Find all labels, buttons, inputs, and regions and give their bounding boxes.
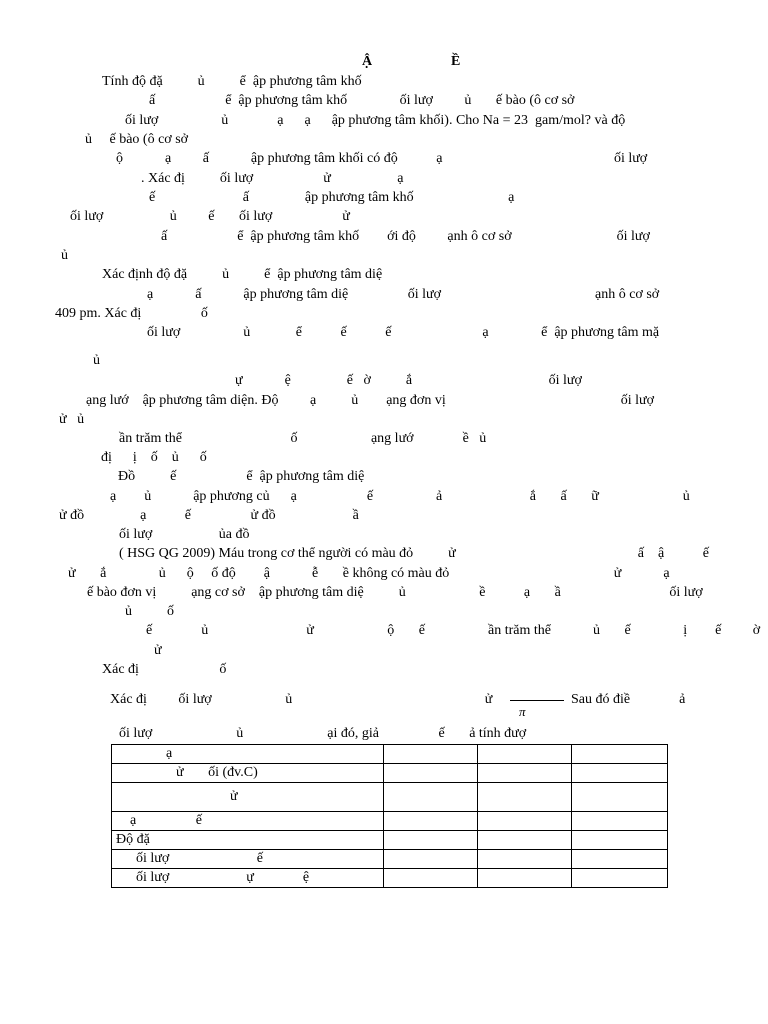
text-line: ủ ế bào (ô cơ sở — [85, 132, 189, 147]
text-line: Xác đị ối lượ ủ ử — [110, 692, 493, 707]
table-cell: ạ ế — [112, 812, 384, 831]
table-cell — [478, 850, 572, 869]
text-line: Xác đị ố — [102, 662, 227, 677]
text-line: Đồ ế ể ập phương tâm diệ — [118, 469, 365, 484]
table-cell — [384, 764, 478, 783]
table-row — [112, 850, 668, 869]
table-cell — [572, 783, 668, 812]
table-cell — [572, 850, 668, 869]
table-cell — [478, 745, 572, 764]
table-row — [112, 831, 668, 850]
table-cell — [384, 831, 478, 850]
fraction-bar — [510, 700, 564, 701]
table-cell — [478, 812, 572, 831]
text-line: đị ị ố ủ ố — [101, 450, 207, 465]
table-cell — [572, 812, 668, 831]
table-cell — [572, 745, 668, 764]
table-cell: ối lượ ự ệ — [112, 869, 384, 888]
table-cell — [572, 764, 668, 783]
table-row — [112, 783, 668, 812]
text-line: ần trăm thể ố ạng lướ ề ủ — [119, 431, 487, 446]
text-line: ạng lướ ập phương tâm diện. Độ ạ ủ ạng đơn vị ối lượ — [86, 393, 654, 408]
text-line: ( HSG QG 2009) Máu trong cơ thể người có màu đỏ ử ấ ậ ế — [119, 546, 709, 561]
text-line: ử ủ — [59, 412, 85, 427]
title-right: Ề — [451, 54, 461, 69]
data-table — [111, 744, 668, 888]
text-line: Xác định độ đặ ủ ể ập phương tâm diệ — [102, 267, 383, 282]
table-cell: Độ đặ — [112, 831, 384, 850]
table-cell: ử — [112, 783, 384, 812]
table-cell — [478, 831, 572, 850]
text-line: ối lượ ủa đồ — [119, 527, 250, 542]
table-row — [112, 812, 668, 831]
table-cell — [384, 745, 478, 764]
text-line: ủ — [93, 353, 100, 368]
table-cell — [384, 869, 478, 888]
text-line: ử — [154, 643, 162, 658]
table-cell — [572, 831, 668, 850]
text-line: Tính độ đặ ủ ể ập phương tâm khố — [102, 74, 362, 89]
table-cell — [478, 783, 572, 812]
text-line: ộ ạ ấ ập phương tâm khối có độ ạ ối lượ — [116, 151, 648, 166]
text-line: ối lượ ủ ạ ạ ập phương tâm khối). Cho Na = 23 gam/mol? và độ — [125, 113, 626, 128]
table-cell: ử ối (đv.C) — [112, 764, 384, 783]
text-line: ử đồ ạ ế ử đồ ầ — [59, 508, 359, 523]
text-line: ạ ủ ập phương củ ạ ế ả ắ ấ ữ ủ — [110, 489, 690, 504]
pi-symbol: π — [519, 704, 526, 719]
text-line: ế bào đơn vị ạng cơ sở ập phương tâm diệ ủ ề ạ ầ ối lượ — [87, 585, 703, 600]
text-line: ủ ố — [125, 604, 174, 619]
table-cell — [384, 783, 478, 812]
table-row — [112, 869, 668, 888]
table-cell — [478, 869, 572, 888]
table-row — [112, 745, 668, 764]
table-cell — [384, 812, 478, 831]
table-cell: ạ — [112, 745, 384, 764]
text-line: ử ắ ủ ộ ố độ ậ ễ ề không có màu đỏ ử ạ — [68, 566, 670, 581]
text-line: ấ ể ập phương tâm khố ới độ ạnh ô cơ sở ối lượ — [161, 229, 650, 244]
text-line: ế ấ ập phương tâm khố ạ — [149, 190, 515, 205]
text-line: Sau đó điề ả — [571, 692, 686, 707]
text-line: ối lượ ủ ế ối lượ ử — [70, 209, 350, 224]
text-line: . Xác đị ối lượ ử ạ — [141, 171, 404, 186]
text-line: ế ủ ử ộ ế ần trăm thể ủ ế ị ế ờ — [146, 623, 761, 638]
text-line: ạ ấ ập phương tâm diệ ối lượ ạnh ô cơ sở — [147, 287, 660, 302]
table-cell — [384, 850, 478, 869]
table-row — [112, 764, 668, 783]
text-line: ự ệ ế ờ ắ ối lượ — [235, 373, 582, 388]
text-line: ủ — [61, 248, 68, 263]
text-line: ối lượ ủ ể ế ế ạ ể ập phương tâm mặ — [147, 325, 660, 340]
table-cell: ối lượ ế — [112, 850, 384, 869]
table-cell — [572, 869, 668, 888]
text-line: 409 pm. Xác đị ố — [55, 306, 208, 321]
title-left: Ậ — [362, 54, 373, 69]
text-line: ối lượ ủ ại đó, giả ế ả tính đượ — [119, 726, 527, 741]
text-line: ấ ể ập phương tâm khố ối lượ ủ ế bào (ô cơ sở — [149, 93, 575, 108]
table-cell — [478, 764, 572, 783]
